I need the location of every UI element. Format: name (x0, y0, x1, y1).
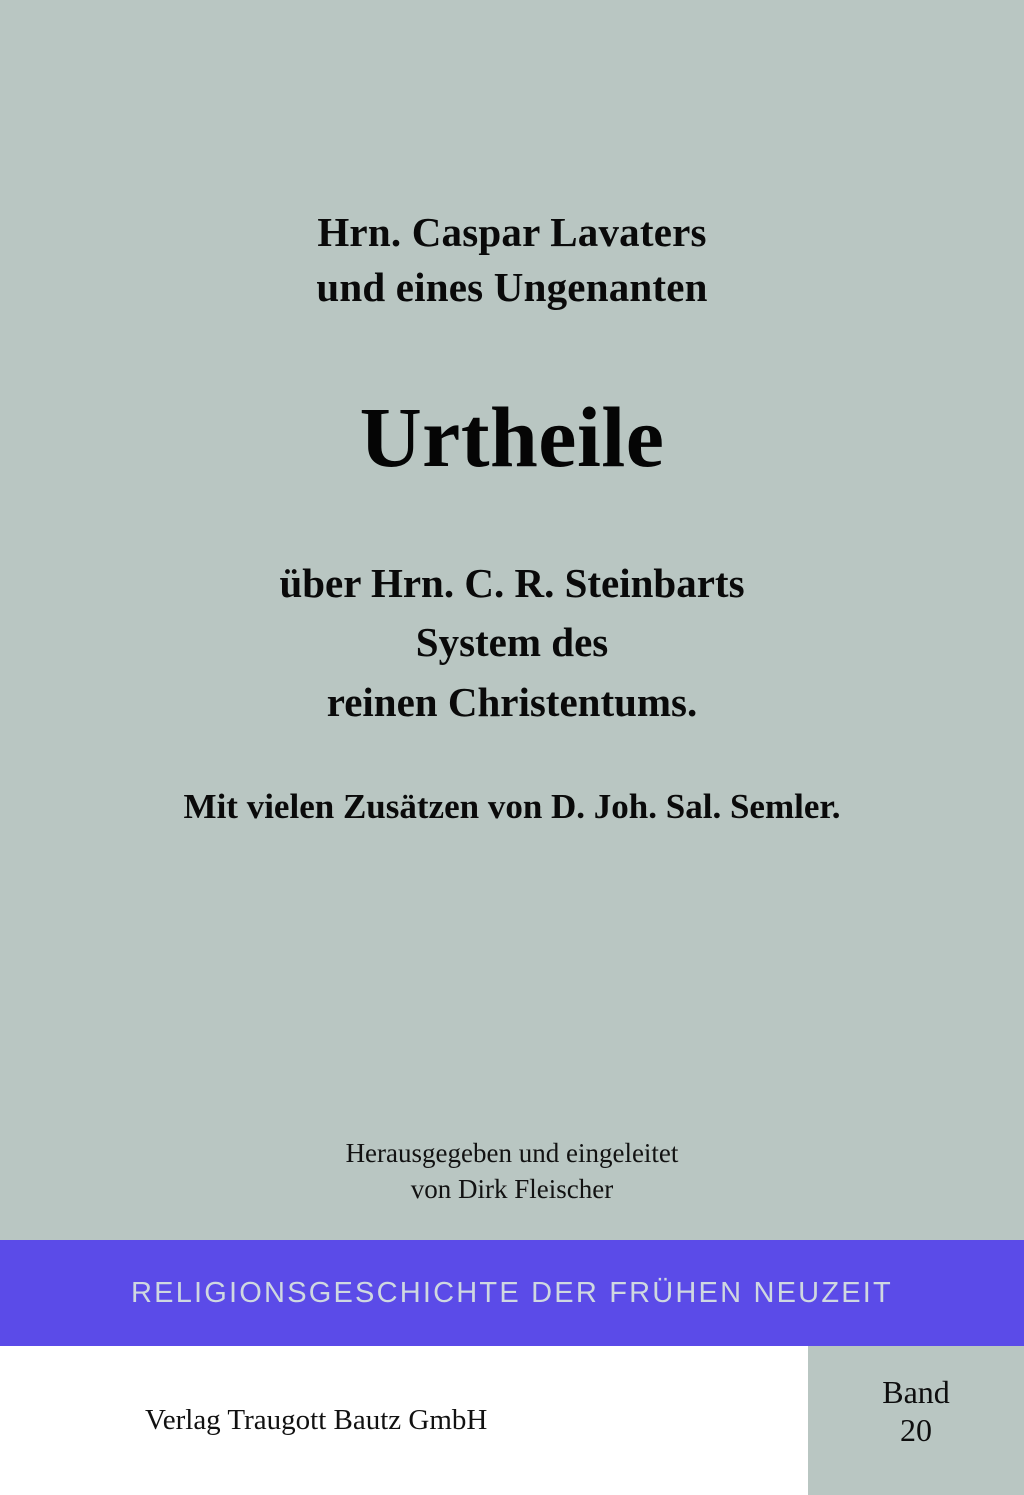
volume-box (808, 1346, 1024, 1495)
volume-number: 20 (900, 1411, 932, 1448)
series-title: RELIGIONSGESCHICHTE DER FRÜHEN NEUZEIT (131, 1276, 893, 1309)
footer-row (0, 1346, 1024, 1495)
volume-label: Band (882, 1374, 950, 1410)
subtitle-line-3: reinen Christentums. (326, 678, 698, 725)
publisher-name: Verlag Traugott Bautz GmbH (145, 1404, 488, 1436)
publisher-box (0, 1346, 808, 1495)
subtitle-line-2: System des (415, 619, 609, 666)
page-title: Urtheile (359, 388, 665, 485)
subtitle (0, 554, 1024, 732)
author-line (0, 205, 1024, 316)
addition-note: Mit vielen Zusätzen von D. Joh. Sal. Semler. (183, 787, 841, 826)
author-line-1: Hrn. Caspar Lavaters (317, 209, 707, 255)
editor-line-1: Herausgegeben und eingeleitet (345, 1138, 679, 1168)
series-band (0, 1240, 1024, 1346)
author-line-2: und eines Ungenanten (316, 264, 708, 311)
editor-credit (0, 1135, 1024, 1208)
subtitle-line-1: über Hrn. C. R. Steinbarts (279, 559, 745, 606)
editor-line-2: von Dirk Fleischer (410, 1174, 614, 1205)
